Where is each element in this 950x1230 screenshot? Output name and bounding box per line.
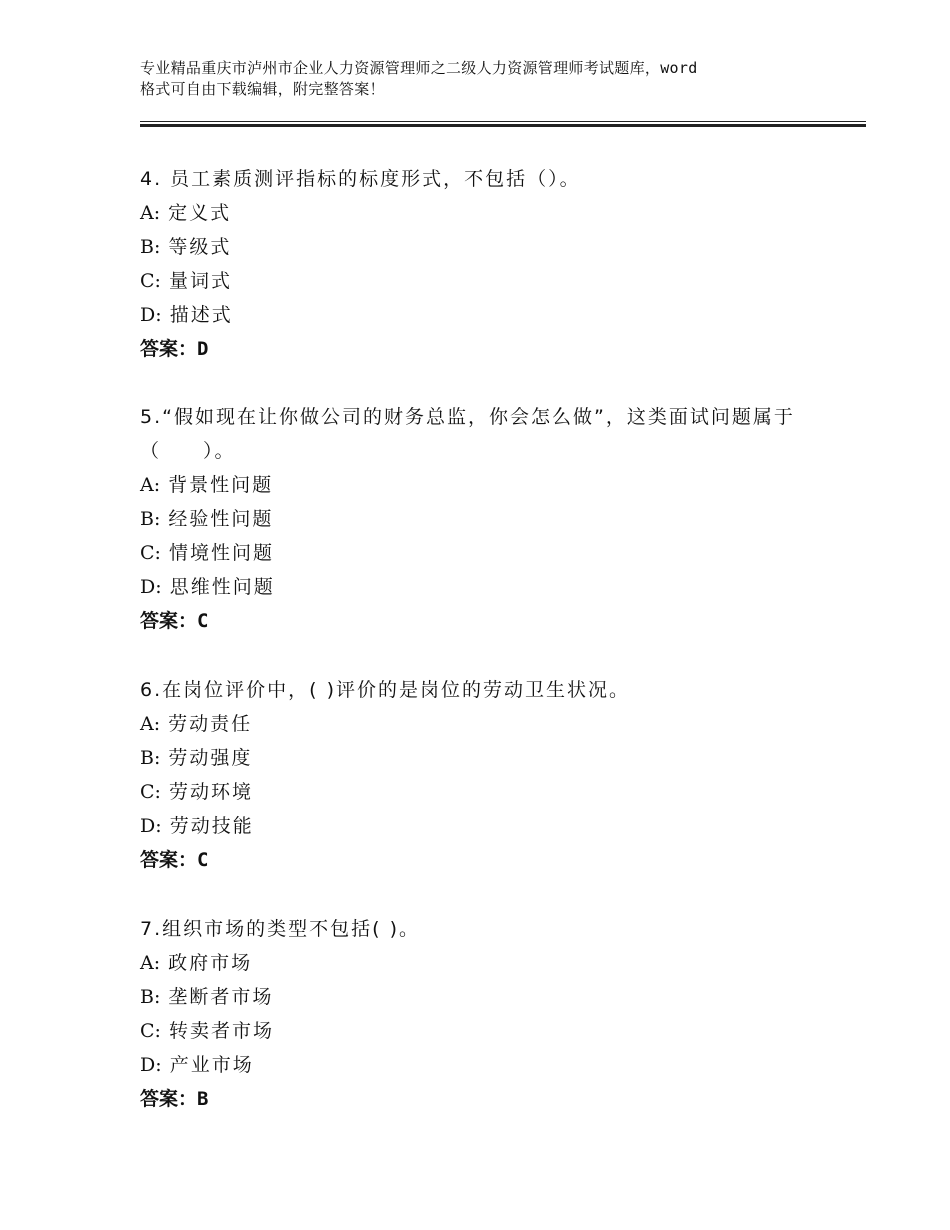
option-letter: C:	[140, 270, 161, 292]
option-text: 描述式	[169, 304, 233, 326]
option-c	[140, 775, 820, 809]
option-letter: B:	[140, 986, 161, 1008]
option-letter: A:	[140, 202, 161, 224]
option-letter: A:	[140, 952, 161, 974]
answer-line	[140, 843, 820, 877]
option-text: 垄断者市场	[168, 986, 274, 1008]
option-letter: D:	[140, 576, 162, 598]
question-stem: 5.“假如现在让你做公司的财务总监，你会怎么做”，这类面试问题属于（ ）。	[140, 406, 795, 462]
option-letter: B:	[140, 236, 161, 258]
option-text: 等级式	[168, 236, 232, 258]
header-divider-thick	[140, 124, 866, 127]
question-stem: 6.在岗位评价中，( )评价的是岗位的劳动卫生状况。	[140, 679, 630, 701]
option-a	[140, 707, 820, 741]
answer-value: C	[197, 849, 209, 871]
option-text: 政府市场	[168, 952, 253, 974]
header-line-2: 格式可自由下载编辑，附完整答案！	[140, 80, 385, 98]
option-text: 劳动环境	[169, 781, 254, 803]
option-text: 情境性问题	[169, 542, 275, 564]
option-letter: B:	[140, 508, 161, 530]
option-text: 定义式	[168, 202, 232, 224]
option-letter: D:	[140, 1054, 162, 1076]
answer-line	[140, 332, 820, 366]
option-d	[140, 298, 820, 332]
option-text: 劳动技能	[169, 815, 254, 837]
option-letter: C:	[140, 781, 161, 803]
option-a	[140, 468, 820, 502]
document-header	[140, 58, 830, 100]
option-text: 思维性问题	[169, 576, 275, 598]
question-stem: 4. 员工素质测评指标的标度形式，不包括（）。	[140, 168, 581, 190]
question-4	[140, 162, 820, 366]
option-text: 经验性问题	[168, 508, 274, 530]
option-text: 转卖者市场	[169, 1020, 275, 1042]
option-letter: C:	[140, 542, 161, 564]
question-5	[140, 400, 820, 638]
answer-value: D	[197, 338, 209, 360]
answer-line	[140, 1082, 820, 1116]
option-a	[140, 946, 820, 980]
question-stem: 7.组织市场的类型不包括( )。	[140, 918, 420, 940]
question-7	[140, 912, 820, 1116]
option-d	[140, 1048, 820, 1082]
header-divider-thin	[140, 121, 866, 122]
option-letter: D:	[140, 304, 162, 326]
option-d	[140, 809, 820, 843]
option-text: 量词式	[169, 270, 233, 292]
option-letter: A:	[140, 474, 161, 496]
answer-label: 答案：	[140, 338, 198, 360]
option-b	[140, 980, 820, 1014]
answer-value: C	[197, 610, 209, 632]
option-c	[140, 264, 820, 298]
answer-label: 答案：	[140, 849, 198, 871]
answer-value: B	[197, 1088, 209, 1110]
option-letter: A:	[140, 713, 161, 735]
option-d	[140, 570, 820, 604]
answer-line	[140, 604, 820, 638]
question-6	[140, 673, 820, 877]
option-text: 劳动责任	[168, 713, 253, 735]
option-text: 产业市场	[169, 1054, 254, 1076]
option-text: 劳动强度	[168, 747, 253, 769]
answer-label: 答案：	[140, 610, 198, 632]
option-text: 背景性问题	[168, 474, 274, 496]
option-b	[140, 502, 820, 536]
answer-label: 答案：	[140, 1088, 198, 1110]
option-letter: B:	[140, 747, 161, 769]
option-c	[140, 1014, 820, 1048]
option-letter: D:	[140, 815, 162, 837]
option-c	[140, 536, 820, 570]
option-b	[140, 741, 820, 775]
option-letter: C:	[140, 1020, 161, 1042]
header-line-1: 专业精品重庆市泸州市企业人力资源管理师之二级人力资源管理师考试题库，word	[140, 59, 698, 77]
option-b	[140, 230, 820, 264]
option-a	[140, 196, 820, 230]
